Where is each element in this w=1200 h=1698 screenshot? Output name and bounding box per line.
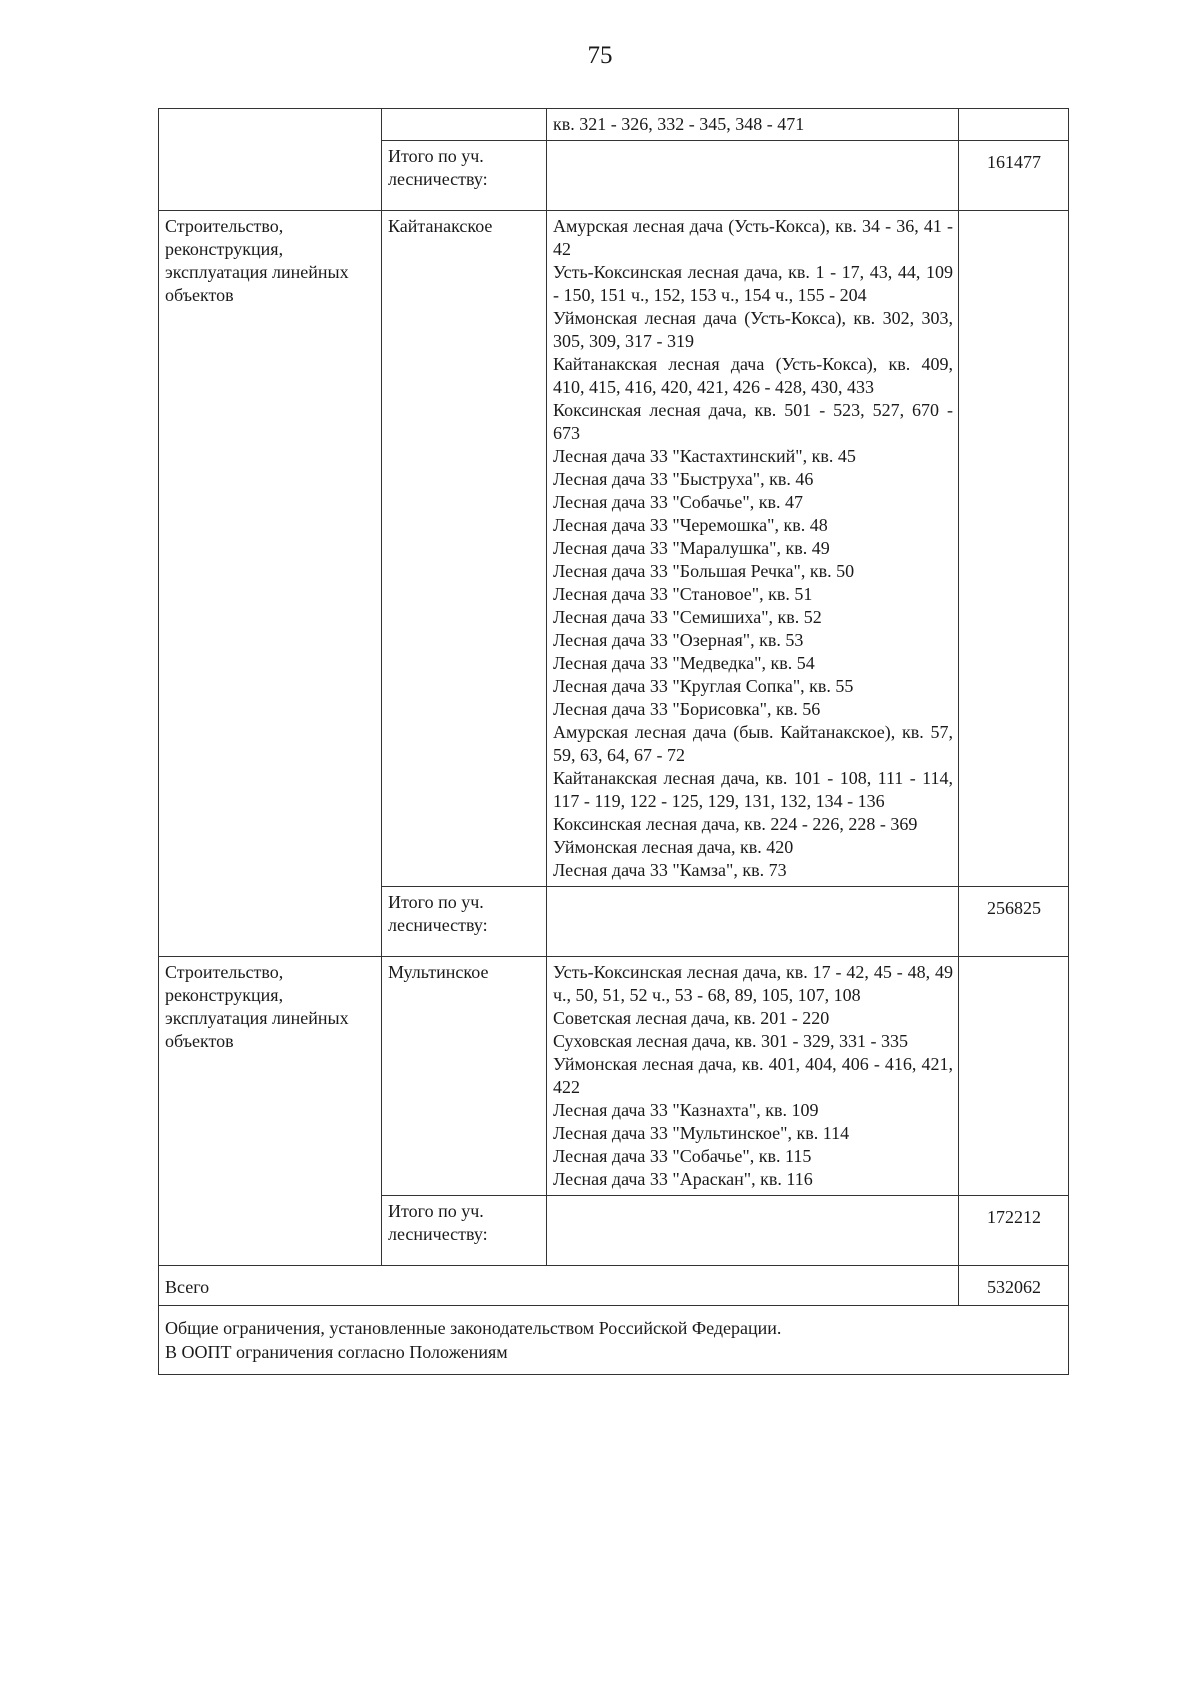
total-value: 532062 [959,1266,1069,1306]
quarter-entry: Коксинская лесная дача, кв. 224 - 226, 228 - 369 [553,814,918,834]
quarter-entry: Лесная дача 33 "Большая Речка", кв. 50 [553,561,855,581]
quarter-entry: Лесная дача 33 "Борисовка", кв. 56 [553,699,821,719]
purpose-line: Строительство, [165,216,284,236]
quarters-cell [547,887,959,957]
table-row [159,211,1069,887]
subtotal-label-cell [382,141,547,211]
quarter-entry: Советская лесная дача, кв. 201 - 220 [553,1008,830,1028]
quarter-entry: Кайтанакская лесная дача, кв. 101 - 108, 111 - 114, 117 - 119, 122 - 125, 129, 131, 132, 134 - 136 [553,768,953,811]
purpose-line: объектов [165,285,234,305]
quarter-entry: Уймонская лесная дача, кв. 420 [553,837,794,857]
quarter-entry: Лесная дача 33 "Кастахтинский", кв. 45 [553,446,856,466]
quarters-text: кв. 321 - 326, 332 - 345, 348 - 471 [553,114,805,134]
quarter-entry: Амурская лесная дача (быв. Кайтанакское), кв. 57, 59, 63, 64, 67 - 72 [553,722,953,765]
subtotal-value: 161477 [959,141,1069,211]
quarter-entry: Суховская лесная дача, кв. 301 - 329, 331 - 335 [553,1031,909,1051]
quarter-entry: Лесная дача 33 "Собачье", кв. 115 [553,1146,812,1166]
area-cell [959,957,1069,1196]
notes-line: В ООПТ ограничения согласно Положениям [165,1342,508,1362]
purpose-line: эксплуатация линейных [165,262,349,282]
quarter-entry: Лесная дача 33 "Медведка", кв. 54 [553,653,815,673]
quarter-entry: Лесная дача 33 "Становое", кв. 51 [553,584,813,604]
quarter-entry: Усть-Коксинская лесная дача, кв. 17 - 42, 45 - 48, 49 ч., 50, 51, 52 ч., 53 - 68, 89, 105, 107, 108 [553,962,953,1005]
quarter-entry: Лесная дача 33 "Быструха", кв. 46 [553,469,814,489]
quarters-cell [547,141,959,211]
notes-line: Общие ограничения, установленные законодательством Российской Федерации. [165,1318,782,1338]
quarter-entry: Лесная дача 33 "Араскан", кв. 116 [553,1169,813,1189]
purpose-line: реконструкция, [165,239,284,259]
area-cell [959,109,1069,141]
subtotal-value: 172212 [959,1196,1069,1266]
forestry-name: Мультинское [388,962,489,982]
quarter-entry: Лесная дача 33 "Маралушка", кв. 49 [553,538,830,558]
total-label: Всего [159,1266,959,1306]
quarter-entry: Усть-Коксинская лесная дача, кв. 1 - 17, 43, 44, 109 - 150, 151 ч., 152, 153 ч., 154 ч., 155 - 204 [553,262,953,305]
subtotal-label-text-2: лесничеству: [388,169,488,189]
subtotal-label-text-2: лесничеству: [388,915,488,935]
subtotal-label-cell [382,1196,547,1266]
forestry-cell [382,957,547,1196]
quarters-cell [547,109,959,141]
purpose-line: объектов [165,1031,234,1051]
total-row [159,1266,1069,1306]
forestry-name: Кайтанакское [388,216,493,236]
subtotal-label-text: Итого по уч. [388,892,484,912]
quarter-entry: Амурская лесная дача (Усть-Кокса), кв. 34 - 36, 41 - 42 [553,216,953,259]
subtotal-label-text: Итого по уч. [388,146,484,166]
purpose-line: реконструкция, [165,985,284,1005]
quarter-entry: Лесная дача 33 "Озерная", кв. 53 [553,630,804,650]
quarter-entry: Уймонская лесная дача, кв. 401, 404, 406 - 416, 421, 422 [553,1054,953,1097]
subtotal-label-text-2: лесничеству: [388,1224,488,1244]
quarter-entry: Лесная дача 33 "Казнахта", кв. 109 [553,1100,819,1120]
quarter-entry: Лесная дача 33 "Семишиха", кв. 52 [553,607,822,627]
quarter-entry: Коксинская лесная дача, кв. 501 - 523, 527, 670 - 673 [553,400,953,443]
purpose-cell [159,957,382,1266]
quarter-entry: Лесная дача 33 "Круглая Сопка", кв. 55 [553,676,854,696]
subtotal-label-cell [382,887,547,957]
quarters-cell [547,957,959,1196]
table-row [159,109,1069,141]
purpose-cell [159,109,382,211]
quarters-cell [547,1196,959,1266]
forestry-cell [382,211,547,887]
subtotal-label-text: Итого по уч. [388,1201,484,1221]
quarter-entry: Лесная дача 33 "Камза", кв. 73 [553,860,787,880]
area-cell [959,211,1069,887]
quarter-entry: Лесная дача 33 "Черемошка", кв. 48 [553,515,828,535]
forestry-cell [382,109,547,141]
notes-row [159,1306,1069,1375]
quarters-cell [547,211,959,887]
purpose-line: Строительство, [165,962,284,982]
quarter-entry: Кайтанакская лесная дача (Усть-Кокса), кв. 409, 410, 415, 416, 420, 421, 426 - 428, 430, 433 [553,354,953,397]
table-row [159,957,1069,1196]
notes-cell [159,1306,1069,1375]
quarter-entry: Лесная дача 33 "Собачье", кв. 47 [553,492,804,512]
subtotal-value: 256825 [959,887,1069,957]
purpose-line: эксплуатация линейных [165,1008,349,1028]
quarter-entry: Уймонская лесная дача (Усть-Кокса), кв. 302, 303, 305, 309, 317 - 319 [553,308,953,351]
quarter-entry: Лесная дача 33 "Мультинское", кв. 114 [553,1123,850,1143]
page-number: 75 [587,42,613,69]
purpose-cell [159,211,382,957]
forestry-table [158,108,1069,1375]
